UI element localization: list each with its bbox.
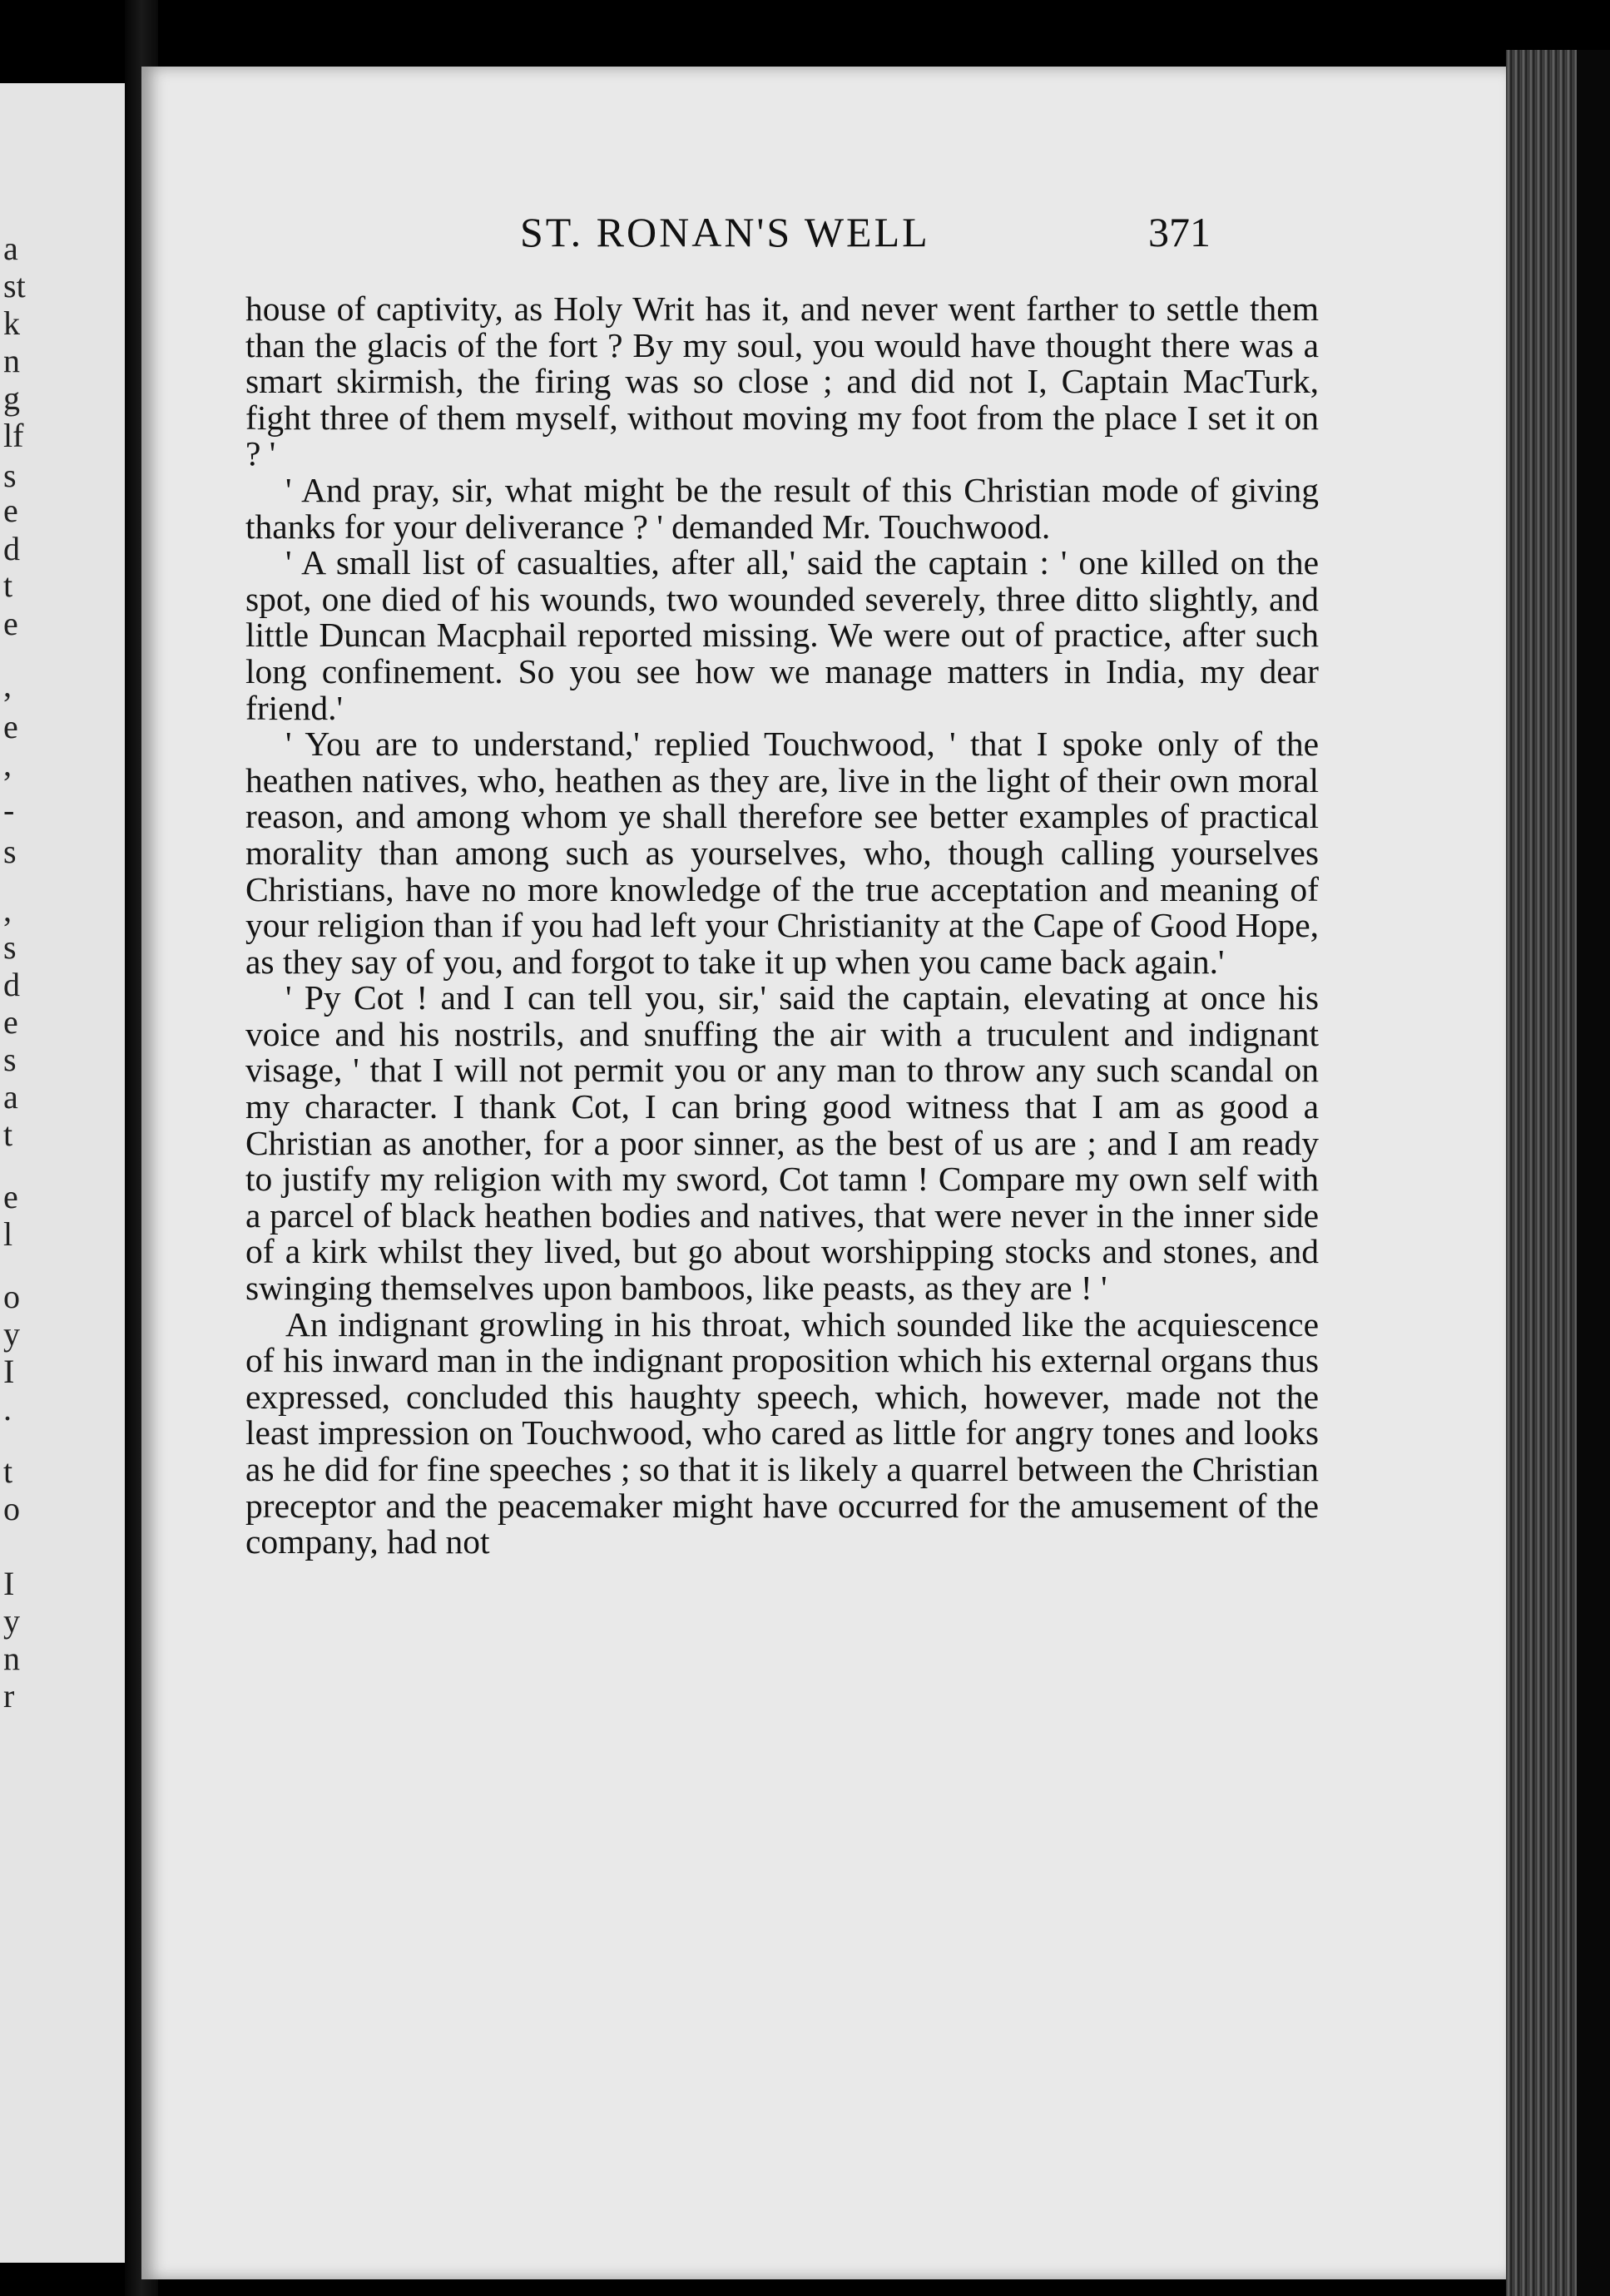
- page-fragment: .: [3, 1390, 12, 1428]
- page-fragment: e: [3, 605, 18, 642]
- page-fragment: o: [3, 1490, 20, 1527]
- page-fragment: ,: [3, 891, 12, 928]
- page-fragment: ,: [3, 745, 12, 783]
- adjacent-page-sliver: [0, 83, 125, 2263]
- paragraph: ' You are to understand,' replied Touchwood, ' that I spoke only of the heathen natives, who, heathen as they are, live in the light of their own moral reason, and among whom ye shall therefore see better examples of practical morality than among such as yourselves, who, though calling yourselves Christians, have no more knowledge of the true acceptation and meaning of your religion than if you had left your Christianity at the Cape of Good Hope, as they say of you, and forgot to take it up when you came back again.': [245, 725, 1319, 981]
- page-fragment: s: [3, 928, 17, 966]
- page-fragment: I: [3, 1353, 15, 1390]
- page-fragment: n: [3, 1640, 20, 1677]
- page-fragment: l: [3, 1215, 13, 1253]
- page-fragment: e: [3, 708, 18, 745]
- page-fragment: a: [3, 230, 18, 267]
- running-head: [141, 208, 1506, 275]
- page-fragment: st: [3, 267, 26, 304]
- page-fragment: e: [3, 1003, 18, 1041]
- page-fragment: g: [3, 379, 20, 417]
- page-fragment: r: [3, 1677, 15, 1715]
- page-fragment: lf: [3, 417, 24, 454]
- page-fragment: ,: [3, 666, 12, 704]
- page-fragment: a: [3, 1078, 18, 1116]
- page-fragment: s: [3, 457, 17, 494]
- page-edges: [1506, 50, 1610, 2296]
- page-number: 371: [1148, 209, 1211, 255]
- page-fragment: o: [3, 1278, 20, 1315]
- page-fragment: d: [3, 966, 20, 1003]
- paragraph: ' Py Cot ! and I can tell you, sir,' said the captain, elevating at once his voice and his nostrils, and snuffing the air with a truculent and indignant visage, ' that I will not permit you or any man to throw any such scandal on my character. I thank Cot, I can bring good witness that I am as good a Christian as another, for a poor sinner, as the best of us are ; and I am ready to justify my religion with my sword, Cot tamn ! Compare my own self with a parcel of black heathen bodies and natives, that were never in the inner side of a kirk whilst they lived, but go about worshipping stocks and stones, and swinging themselves upon bamboos, like peasts, as they are ! ': [245, 978, 1319, 1308]
- page-fragment: t: [3, 1116, 13, 1153]
- page-fragment: y: [3, 1315, 20, 1353]
- page-fragment: d: [3, 530, 20, 567]
- page-fragment: -: [3, 791, 15, 829]
- body-text: [245, 291, 1319, 1561]
- book-page: [141, 67, 1506, 2279]
- page-fragment: y: [3, 1602, 20, 1640]
- paragraph: house of captivity, as Holy Writ has it, and never went farther to settle them than the glacis of the fort ? By my soul, you would have thought there was a smart skirmish, the firing was so close ; and did not I, Captain MacTurk, fight three of them myself, without moving my foot from the place I set it on ? ': [245, 289, 1319, 473]
- page-fragment: n: [3, 342, 20, 379]
- paragraph: An indignant growling in his throat, which sounded like the acquiescence of his inward man in the indignant proposition which his external organs thus expressed, concluded this haughty speech, which, however, made not the least impression on Touchwood, who cared as little for angry tones and looks as he did for fine speeches ; so that it is likely a quarrel between the Christian preceptor and the peacemaker might have occurred for the amusement of the company, had not: [245, 1304, 1319, 1561]
- page-fragment: t: [3, 1452, 13, 1490]
- running-title: ST. RONAN'S WELL: [520, 209, 930, 255]
- page-fragment: k: [3, 304, 20, 342]
- paragraph: ' A small list of casualties, after all,' said the captain : ' one killed on the spot, one died of his wounds, two wounded severely, three ditto slightly, and little Duncan Macphail reported missing. We were out of practice, after such long confinement. So you see how we manage matters in India, my dear friend.': [245, 543, 1319, 727]
- page-fragment: s: [3, 833, 17, 870]
- page-fragment: e: [3, 1178, 18, 1215]
- page-fragment: t: [3, 567, 13, 604]
- paragraph: ' And pray, sir, what might be the result of this Christian mode of giving thanks for your deliverance ? ' demanded Mr. Touchwood.: [245, 470, 1319, 546]
- page-fragment: e: [3, 492, 18, 529]
- page-fragment: I: [3, 1565, 15, 1602]
- page-fragment: s: [3, 1041, 17, 1078]
